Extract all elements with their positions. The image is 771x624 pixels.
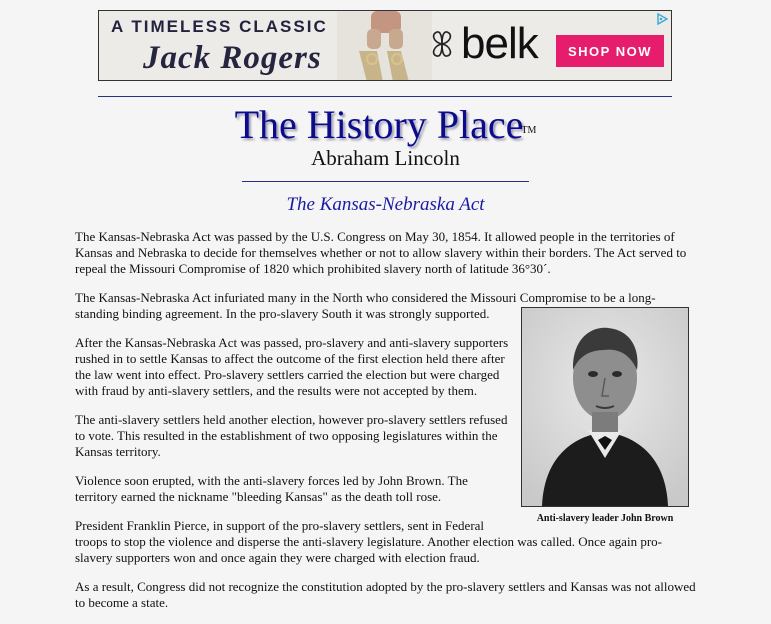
ad-banner[interactable] <box>98 10 672 81</box>
paragraph: The anti-slavery settlers held another election, however pro-slavery settlers refused to vote. This resulted in the establishment of two opposing legislatures within the Kansas territory. <box>75 412 508 459</box>
paragraph: The Kansas-Nebraska Act infuriated many in the North who considered the Missouri Compromise to be a long-standing binding agreement. In the pro-slavery South it was strongly supported. <box>75 290 656 321</box>
ad-brand: Jack Rogers <box>143 40 322 76</box>
trademark-mark: TM <box>521 125 537 136</box>
ad-product-photo <box>337 11 432 81</box>
paragraph: Violence soon erupted, with the anti-slavery forces led by John Brown. The territory earned the nickname "bleeding Kansas" as the death toll rose. <box>75 473 468 504</box>
paragraph: After the Kansas-Nebraska Act was passed, pro-slavery and anti-slavery supporters rushed in to settle Kansas to affect the outcome of the first election held there after the law went into effect. Pro-slavery settlers carried the election but were charged with fraud by anti-slavery settlers, and the results were not accepted by them. <box>75 335 509 398</box>
site-title-text: The History Place <box>234 102 524 147</box>
paragraph: President Franklin Pierce, in support of the pro-slavery settlers, sent in Federal troops to stop the violence and disperse the anti-slavery legislature. Another election was called. Once again pro-slavery supporters won and once again they were charged with election fraud. <box>75 518 662 565</box>
belk-wordmark: belk <box>461 19 538 68</box>
ad-choices-icon[interactable] <box>656 13 668 25</box>
paragraph: As a result, Congress did not recognize the constitution adopted by the pro-slavery settlers and Kansas was not allowed to become a state. <box>75 579 696 610</box>
article-title: The Kansas-Nebraska Act <box>286 194 485 215</box>
paragraph: The Kansas-Nebraska Act was passed by the U.S. Congress on May 30, 1854. It allowed people in the territories of Kansas and Nebraska to decide for themselves whether or not to allow slavery within their borders. The Act served to repeal the Missouri Compromise of 1820 which prohibited slavery north of latitude 36°30´. <box>75 229 687 276</box>
belk-logo <box>429 19 538 68</box>
john-brown-portrait[interactable] <box>521 307 689 507</box>
article-body <box>75 229 697 624</box>
header-divider-top <box>98 96 672 97</box>
flower-logo-icon <box>429 30 455 58</box>
section-title[interactable]: Abraham Lincoln <box>311 146 460 170</box>
portrait-figure <box>521 307 689 525</box>
figure-caption: Anti-slavery leader John Brown <box>536 513 674 524</box>
shop-now-button[interactable]: SHOP NOW <box>556 35 664 67</box>
header-divider <box>242 181 529 182</box>
site-title[interactable] <box>0 101 771 149</box>
ad-tagline: A TIMELESS CLASSIC <box>111 17 328 36</box>
